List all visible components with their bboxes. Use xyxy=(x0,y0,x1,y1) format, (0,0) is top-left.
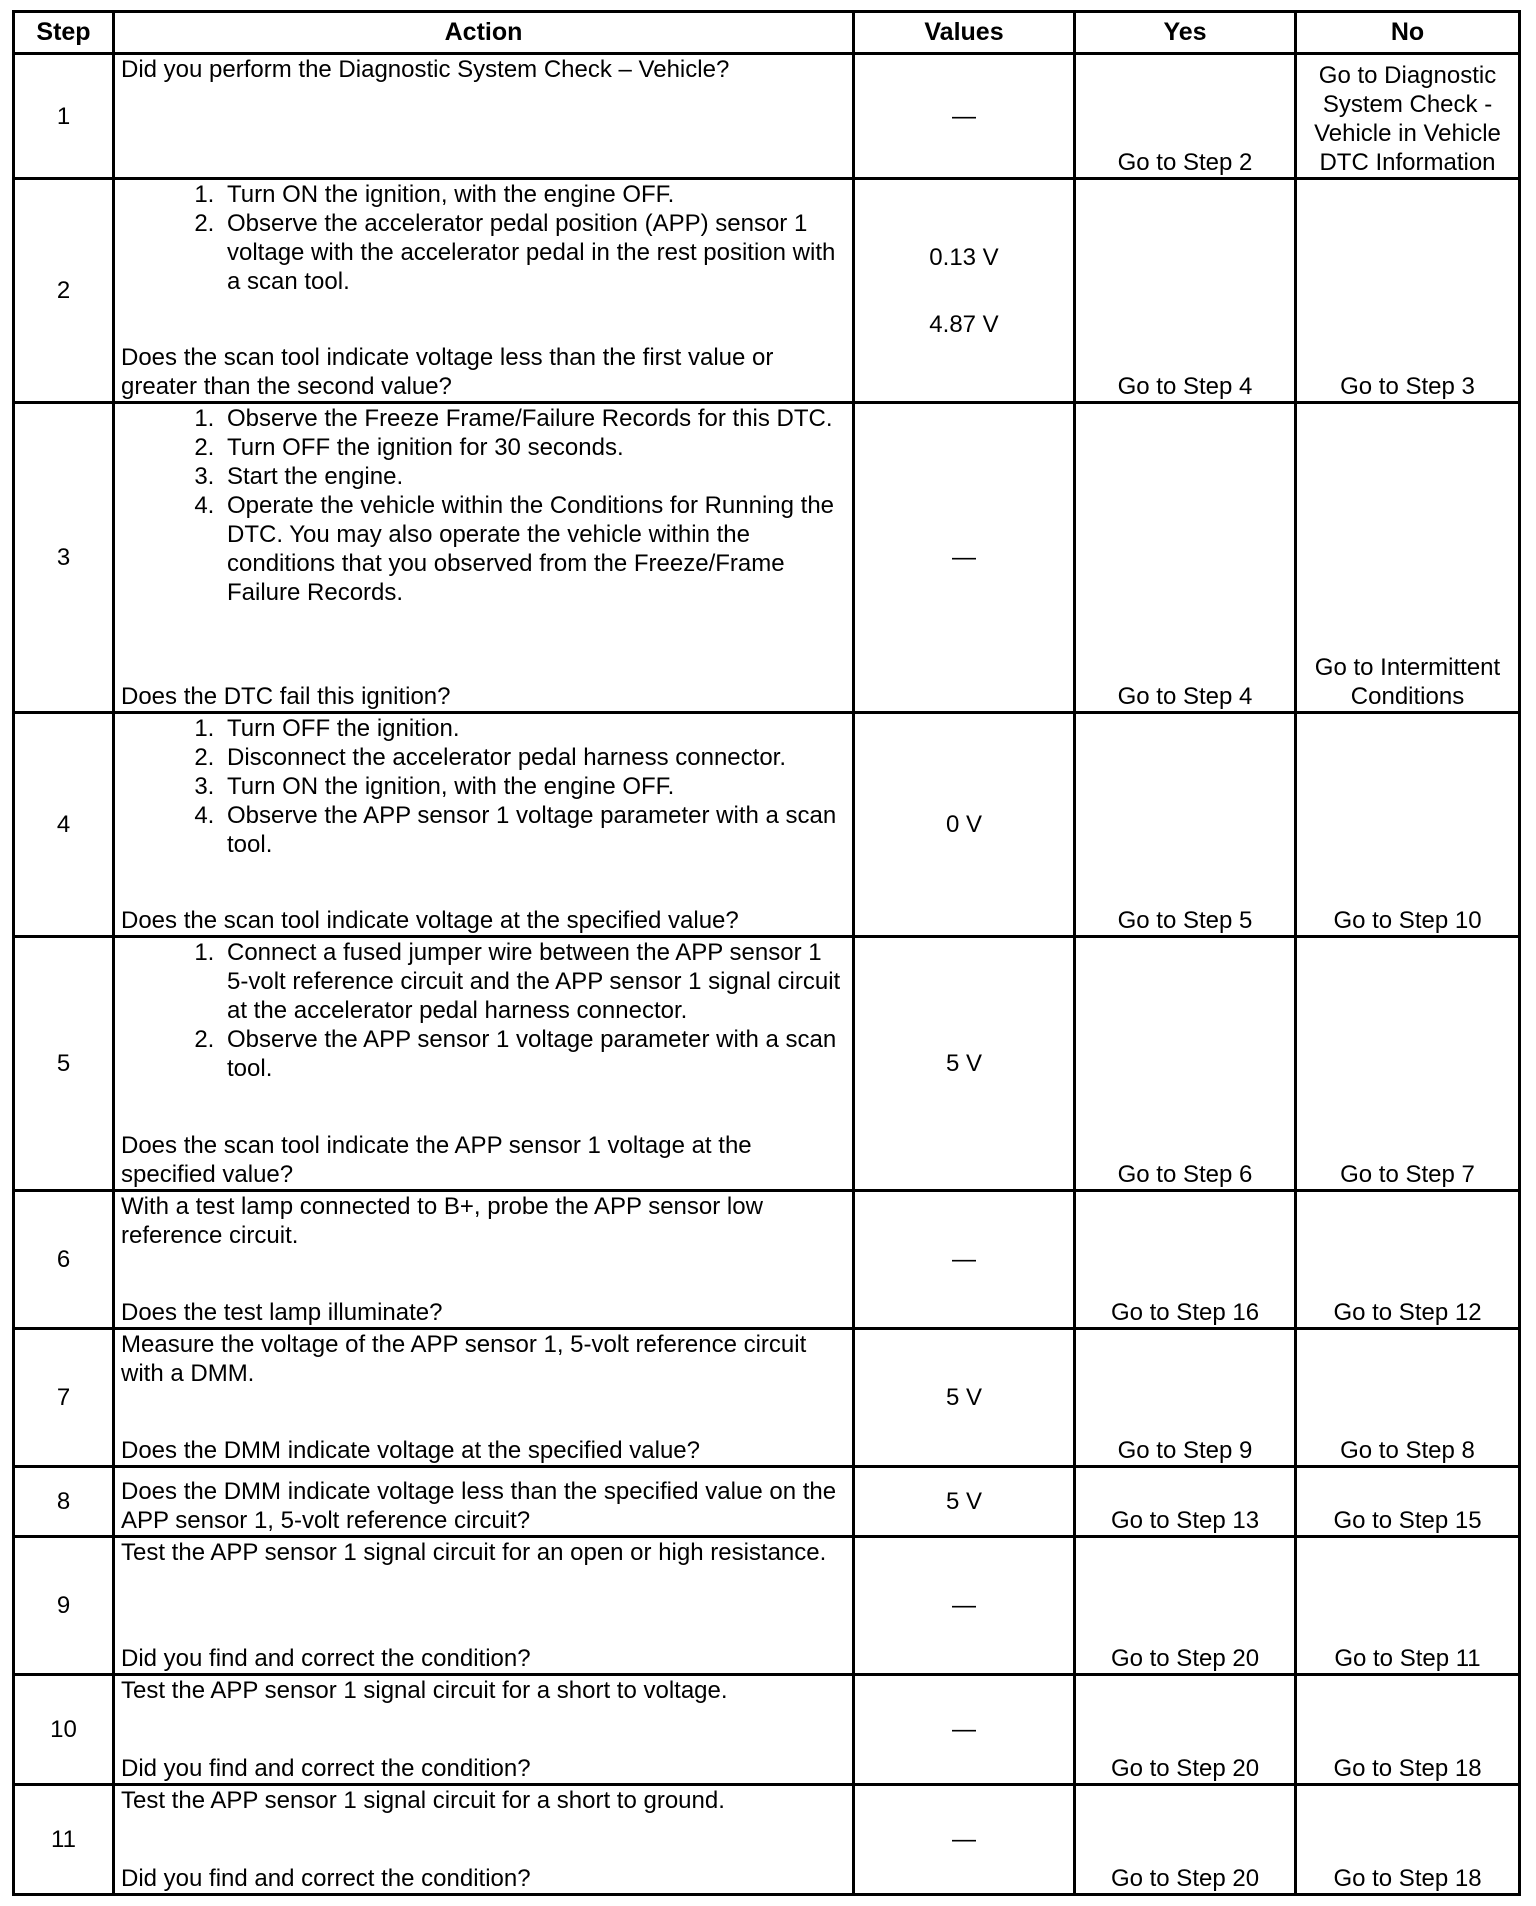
action-question: Does the scan tool indicate the APP sensor 1 voltage at the specified value? xyxy=(121,1132,752,1188)
action-content xyxy=(121,55,846,177)
values-list xyxy=(861,810,1067,839)
procedure-item: 2. Observe the APP sensor 1 voltage parameter with a scan tool. xyxy=(221,1025,846,1083)
no-outcome: Go to Step 18 xyxy=(1296,1675,1520,1785)
yes-outcome: Go to Step 2 xyxy=(1075,54,1296,179)
action-cell xyxy=(114,1467,854,1537)
values-cell xyxy=(854,1537,1075,1675)
table-row xyxy=(14,1785,1520,1895)
action-text: Measure the voltage of the APP sensor 1, 5-volt reference circuit with a DMM. xyxy=(121,1331,807,1387)
step-number: 4 xyxy=(14,713,114,937)
values-cell xyxy=(854,1329,1075,1467)
header-step: Step xyxy=(14,12,114,54)
table-row xyxy=(14,1467,1520,1537)
yes-outcome: Go to Step 4 xyxy=(1075,403,1296,713)
no-outcome: Go to Step 7 xyxy=(1296,937,1520,1191)
action-instructions xyxy=(121,1786,846,1845)
no-outcome: Go to Step 11 xyxy=(1296,1537,1520,1675)
values-list xyxy=(861,1715,1067,1744)
action-content xyxy=(121,404,846,711)
values-cell xyxy=(854,403,1075,713)
values-cell xyxy=(854,54,1075,179)
no-outcome: Go to Step 8 xyxy=(1296,1329,1520,1467)
action-cell xyxy=(114,54,854,179)
step-number: 1 xyxy=(14,54,114,179)
values-cell xyxy=(854,713,1075,937)
table-row xyxy=(14,713,1520,937)
procedure-item: 1. Connect a fused jumper wire between the APP sensor 1 5-volt reference circuit and the APP sensor 1 signal circuit at the accelerator pedal harness connector. xyxy=(221,938,846,1025)
table-row xyxy=(14,1537,1520,1675)
step-number: 3 xyxy=(14,403,114,713)
action-content xyxy=(121,938,846,1189)
action-instructions xyxy=(121,180,846,320)
action-cell xyxy=(114,1785,854,1895)
value-text: 4.87 V xyxy=(929,310,999,338)
action-text: Did you perform the Diagnostic System Check – Vehicle? xyxy=(121,56,730,83)
step-number: 8 xyxy=(14,1467,114,1537)
table-row xyxy=(14,1191,1520,1329)
value-text: — xyxy=(952,1592,976,1619)
value-text: 5 V xyxy=(945,1488,983,1515)
values-list xyxy=(861,1049,1067,1078)
action-question: Does the DMM indicate voltage less than the specified value on the APP sensor 1, 5-volt reference circuit? xyxy=(121,1478,837,1534)
action-content xyxy=(121,1676,846,1783)
values-list xyxy=(861,1245,1067,1274)
action-text: Test the APP sensor 1 signal circuit for a short to ground. xyxy=(121,1787,725,1814)
action-instructions xyxy=(121,55,846,114)
action-instructions xyxy=(121,714,846,883)
procedure-item: 4. Operate the vehicle within the Conditions for Running the DTC. You may also operate the vehicle within the conditions that you observed from the Freeze/Frame Failure Records. xyxy=(221,491,846,607)
action-question: Does the test lamp illuminate? xyxy=(121,1299,443,1326)
action-content xyxy=(121,714,846,935)
action-content xyxy=(121,1192,846,1327)
action-cell xyxy=(114,1191,854,1329)
action-cell xyxy=(114,713,854,937)
action-cell xyxy=(114,1675,854,1785)
table-row xyxy=(14,54,1520,179)
procedure-item: 2. Disconnect the accelerator pedal harness connector. xyxy=(221,743,846,772)
no-outcome: Go to Diagnostic System Check - Vehicle in Vehicle DTC Information xyxy=(1296,54,1520,179)
no-outcome: Go to Intermittent Conditions xyxy=(1296,403,1520,713)
procedure-item: 1. Observe the Freeze Frame/Failure Records for this DTC. xyxy=(221,404,846,433)
table-header-row xyxy=(14,12,1520,54)
value-text: — xyxy=(952,1716,976,1743)
value-text: — xyxy=(952,544,976,571)
step-number: 11 xyxy=(14,1785,114,1895)
yes-outcome: Go to Step 5 xyxy=(1075,713,1296,937)
action-content xyxy=(121,1468,846,1535)
yes-outcome: Go to Step 4 xyxy=(1075,179,1296,403)
value-text: 5 V xyxy=(945,1384,983,1411)
no-outcome: Go to Step 18 xyxy=(1296,1785,1520,1895)
table-row xyxy=(14,937,1520,1191)
no-outcome: Go to Step 3 xyxy=(1296,179,1520,403)
step-number: 2 xyxy=(14,179,114,403)
procedure-item: 3. Turn ON the ignition, with the engine OFF. xyxy=(221,772,846,801)
yes-outcome: Go to Step 20 xyxy=(1075,1785,1296,1895)
value-text: 5 V xyxy=(945,1050,983,1077)
procedure-item: 1. Turn ON the ignition, with the engine OFF. xyxy=(221,180,846,209)
no-outcome: Go to Step 12 xyxy=(1296,1191,1520,1329)
action-content xyxy=(121,1330,846,1465)
step-number: 5 xyxy=(14,937,114,1191)
values-list xyxy=(861,1591,1067,1620)
procedure-list xyxy=(121,938,846,1083)
action-cell xyxy=(114,403,854,713)
action-question: Did you find and correct the condition? xyxy=(121,1645,531,1672)
diagnostic-table xyxy=(12,10,1521,1896)
header-values: Values xyxy=(854,12,1075,54)
table-row xyxy=(14,1329,1520,1467)
yes-outcome: Go to Step 9 xyxy=(1075,1329,1296,1467)
values-cell xyxy=(854,1785,1075,1895)
value-text: — xyxy=(952,1246,976,1273)
table-body xyxy=(14,54,1520,1895)
action-question: Did you find and correct the condition? xyxy=(121,1755,531,1782)
action-text: With a test lamp connected to B+, probe the APP sensor low reference circuit. xyxy=(121,1193,763,1249)
values-list xyxy=(861,543,1067,572)
action-text: Test the APP sensor 1 signal circuit for an open or high resistance. xyxy=(121,1539,827,1566)
table-row xyxy=(14,1675,1520,1785)
value-text: 0 V xyxy=(945,811,983,838)
action-cell xyxy=(114,1537,854,1675)
values-list xyxy=(861,1383,1067,1412)
action-text: Test the APP sensor 1 signal circuit for a short to voltage. xyxy=(121,1677,728,1704)
values-cell xyxy=(854,1467,1075,1537)
yes-outcome: Go to Step 20 xyxy=(1075,1537,1296,1675)
action-instructions xyxy=(121,404,846,631)
step-number: 7 xyxy=(14,1329,114,1467)
procedure-list xyxy=(121,180,846,296)
yes-outcome: Go to Step 13 xyxy=(1075,1467,1296,1537)
procedure-list xyxy=(121,714,846,859)
header-yes: Yes xyxy=(1075,12,1296,54)
values-cell xyxy=(854,1675,1075,1785)
procedure-item: 3. Start the engine. xyxy=(221,462,846,491)
header-no: No xyxy=(1296,12,1520,54)
procedure-item: 2. Turn OFF the ignition for 30 seconds. xyxy=(221,433,846,462)
yes-outcome: Go to Step 20 xyxy=(1075,1675,1296,1785)
action-question: Did you find and correct the condition? xyxy=(121,1865,531,1892)
action-instructions xyxy=(121,938,846,1107)
action-content xyxy=(121,180,846,401)
action-instructions xyxy=(121,1676,846,1735)
procedure-item: 1. Turn OFF the ignition. xyxy=(221,714,846,743)
value-text: 0.13 V xyxy=(929,243,999,271)
values-cell xyxy=(854,937,1075,1191)
values-list xyxy=(861,243,1067,339)
value-text: — xyxy=(952,102,976,130)
step-number: 9 xyxy=(14,1537,114,1675)
step-number: 10 xyxy=(14,1675,114,1785)
yes-outcome: Go to Step 6 xyxy=(1075,937,1296,1191)
action-content xyxy=(121,1538,846,1673)
header-action: Action xyxy=(114,12,854,54)
procedure-item: 4. Observe the APP sensor 1 voltage parameter with a scan tool. xyxy=(221,801,846,859)
no-outcome: Go to Step 10 xyxy=(1296,713,1520,937)
no-outcome: Go to Step 15 xyxy=(1296,1467,1520,1537)
value-text: — xyxy=(952,1826,976,1853)
action-question: Does the scan tool indicate voltage at the specified value? xyxy=(121,907,739,934)
values-list xyxy=(861,1825,1067,1854)
action-cell xyxy=(114,179,854,403)
action-question: Does the scan tool indicate voltage less than the first value or greater than the second value? xyxy=(121,344,774,400)
table-row xyxy=(14,403,1520,713)
action-question: Does the DTC fail this ignition? xyxy=(121,683,451,710)
action-instructions xyxy=(121,1538,846,1597)
table-row xyxy=(14,179,1520,403)
procedure-list xyxy=(121,404,846,607)
values-list xyxy=(861,102,1067,131)
action-instructions xyxy=(121,1192,846,1280)
action-instructions xyxy=(121,1330,846,1418)
values-cell xyxy=(854,179,1075,403)
step-number: 6 xyxy=(14,1191,114,1329)
values-cell xyxy=(854,1191,1075,1329)
action-cell xyxy=(114,937,854,1191)
values-list xyxy=(861,1487,1067,1516)
procedure-item: 2. Observe the accelerator pedal position (APP) sensor 1 voltage with the accelerator pedal in the rest position with a scan tool. xyxy=(221,209,846,296)
action-cell xyxy=(114,1329,854,1467)
action-question: Does the DMM indicate voltage at the specified value? xyxy=(121,1437,700,1464)
yes-outcome: Go to Step 16 xyxy=(1075,1191,1296,1329)
action-content xyxy=(121,1786,846,1893)
